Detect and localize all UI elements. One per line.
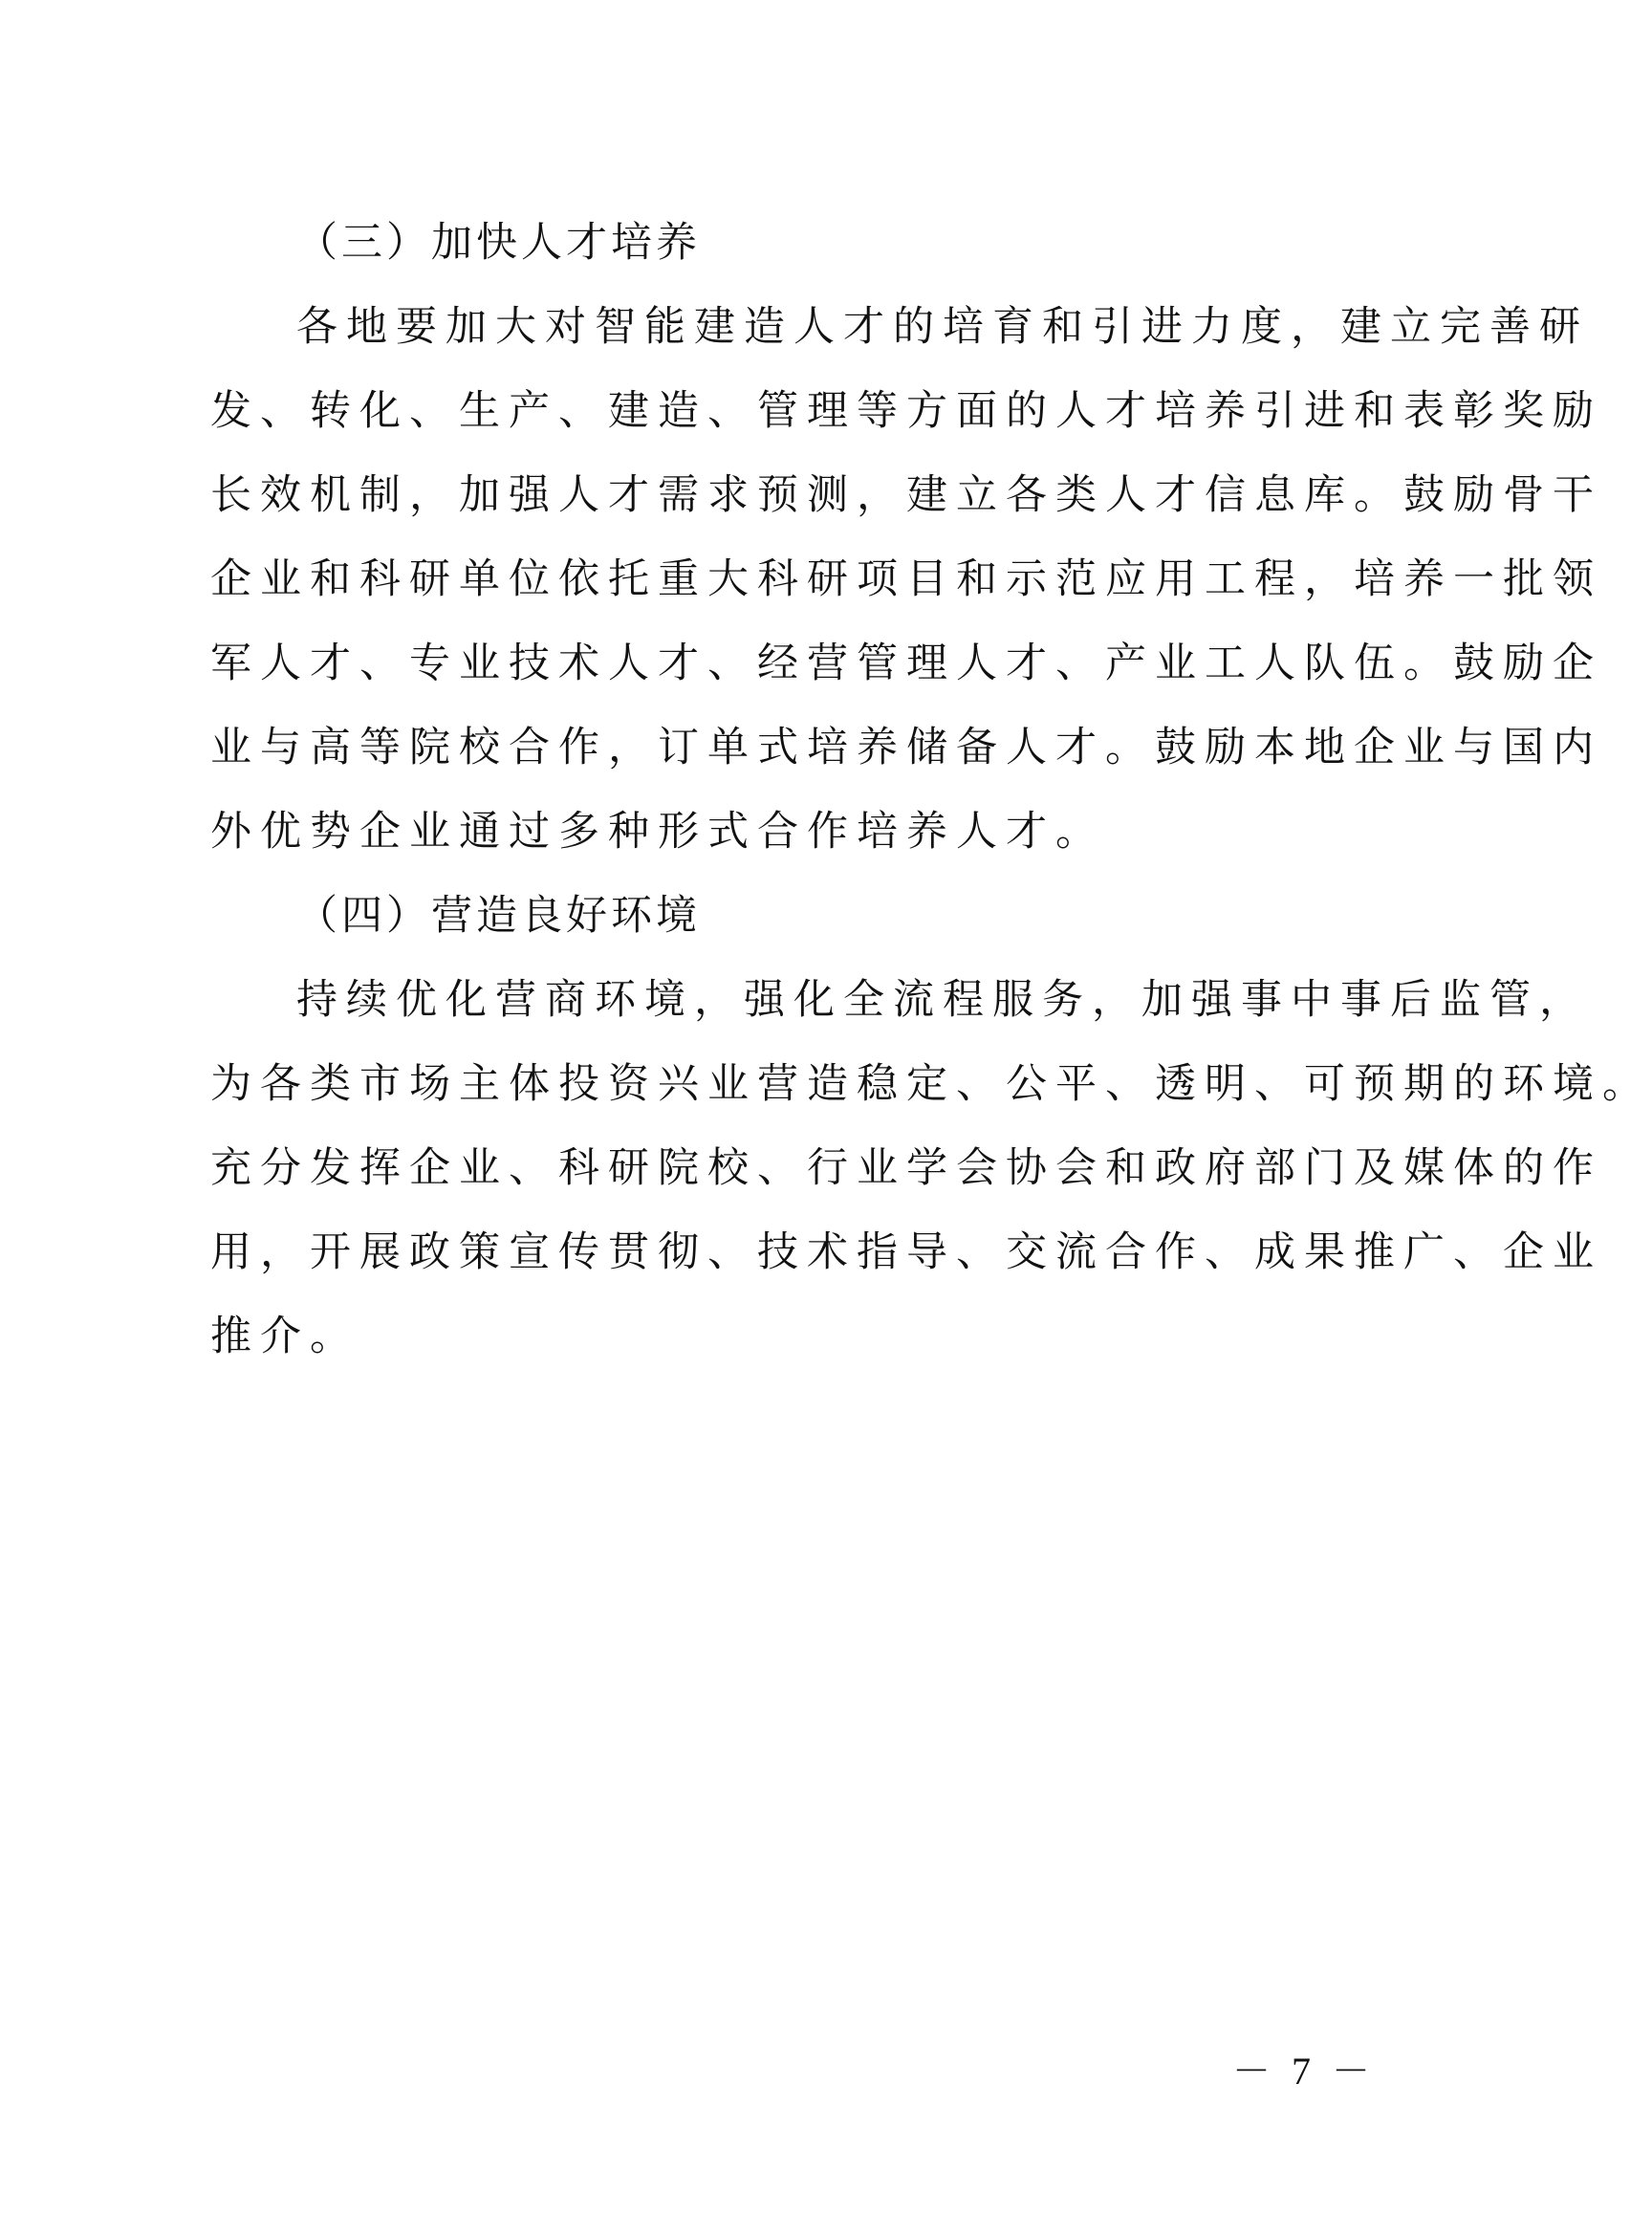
page-number: － 7 － [1232, 2050, 1376, 2093]
paragraph-environment [210, 958, 1652, 1379]
paragraph-line: 为各类市场主体投资兴业营造稳定、公平、透明、可预期的环境。 [210, 1060, 1652, 1108]
paragraph-line: 各地要加大对智能建造人才的培育和引进力度，建立完善研 [296, 303, 1589, 351]
paragraph-line: 外优势企业通过多种形式合作培养人才。 [210, 808, 1105, 856]
paragraph-line: 业与高等院校合作，订单式培养储备人才。鼓励本地企业与国内 [210, 724, 1602, 771]
paragraph-line: 长效机制，加强人才需求预测，建立各类人才信息库。鼓励骨干 [210, 471, 1602, 519]
paragraph-line: 企业和科研单位依托重大科研项目和示范应用工程，培养一批领 [210, 555, 1602, 603]
paragraph-line: 持续优化营商环境，强化全流程服务，加强事中事后监管， [296, 976, 1589, 1024]
paragraph-line: 推介。 [210, 1313, 359, 1360]
section-heading-talent: （三）加快人才培养 [296, 219, 701, 267]
document-body [210, 201, 1652, 1379]
paragraph-line: 用，开展政策宣传贯彻、技术指导、交流合作、成果推广、企业 [210, 1228, 1602, 1276]
paragraph-line: 发、转化、生产、建造、管理等方面的人才培养引进和表彰奖励 [210, 387, 1602, 435]
paragraph-talent [210, 285, 1602, 874]
paragraph-line: 充分发挥企业、科研院校、行业学会协会和政府部门及媒体的作 [210, 1144, 1602, 1192]
paragraph-line: 军人才、专业技术人才、经营管理人才、产业工人队伍。鼓励企 [210, 640, 1602, 687]
section-heading-environment: （四）营造良好环境 [296, 892, 701, 940]
